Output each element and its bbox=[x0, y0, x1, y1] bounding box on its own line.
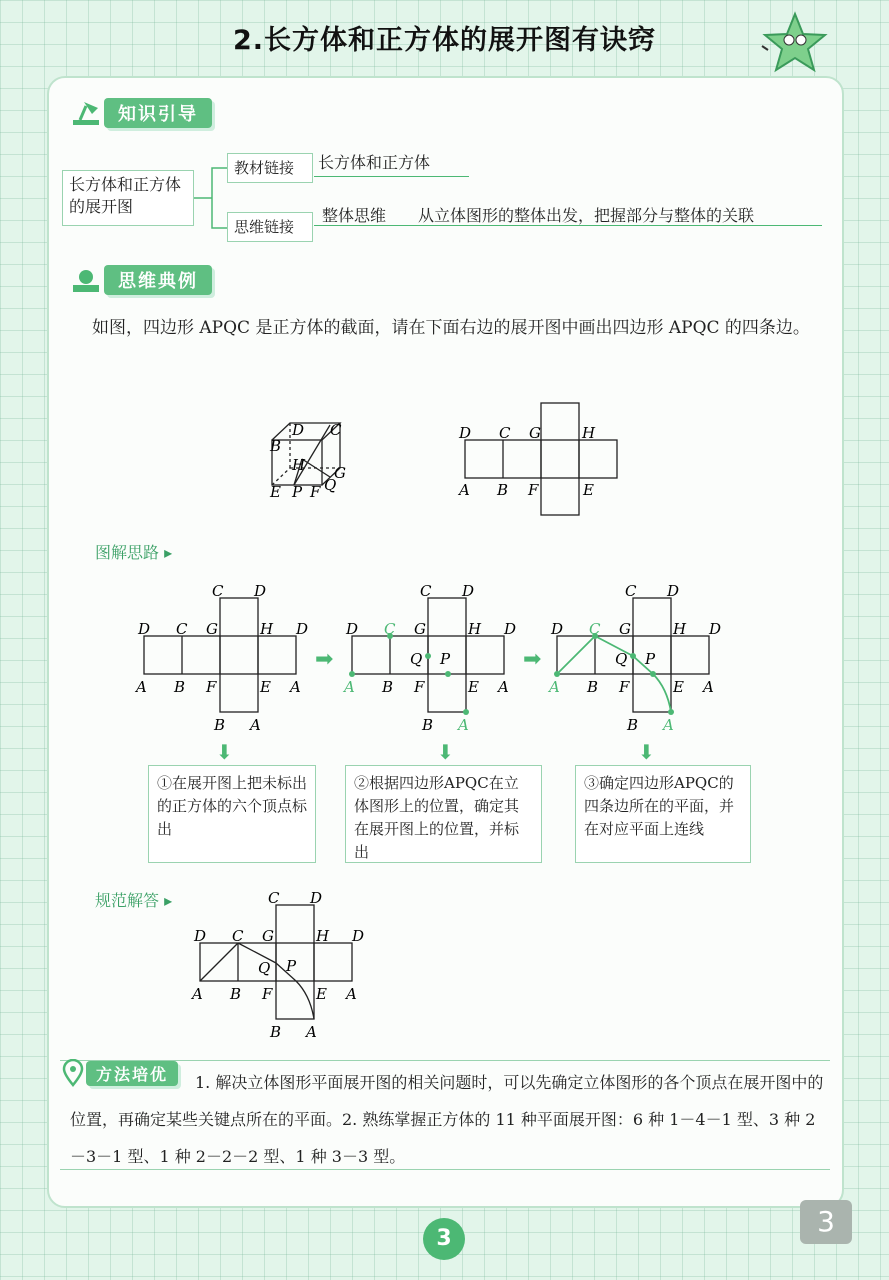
net-label: Q bbox=[258, 959, 271, 977]
net-label: G bbox=[529, 424, 541, 442]
net-label: B bbox=[230, 985, 242, 1003]
net-label: H bbox=[468, 620, 482, 638]
net-label: A bbox=[192, 985, 203, 1003]
arrow-down-icon: ⬇ bbox=[638, 740, 655, 764]
net-label: A bbox=[306, 1023, 317, 1041]
net-label: B bbox=[497, 481, 509, 499]
step2-box: ②根据四边形APQC在立体图形上的位置，确定其在展开图上的位置，并标出 bbox=[345, 765, 542, 863]
problem-text: 如图，四边形 APQC 是正方体的截面，请在下面右边的展开图中画出四边形 APQC 的四条边。 bbox=[92, 318, 810, 338]
net-label: A bbox=[549, 678, 560, 696]
example-header bbox=[70, 265, 212, 295]
branch2-head: 整体思维 bbox=[322, 206, 387, 225]
diagram-idea-text: 图解思路 bbox=[95, 543, 160, 562]
knowledge-title: 知识引导 bbox=[104, 98, 212, 128]
net-label: C bbox=[268, 889, 280, 907]
branch1-text: 长方体和正方体 bbox=[318, 153, 431, 172]
net-label: F bbox=[528, 481, 539, 499]
net-label: G bbox=[262, 927, 274, 945]
net-label: D bbox=[551, 620, 564, 638]
net-label: D bbox=[296, 620, 309, 638]
net-figure bbox=[452, 400, 627, 520]
net-label: B bbox=[174, 678, 186, 696]
cube-label: C bbox=[330, 421, 342, 439]
cube-label: H bbox=[292, 456, 306, 474]
step3-net bbox=[543, 578, 733, 738]
net-label: D bbox=[194, 927, 207, 945]
cube-label: P bbox=[292, 483, 303, 501]
net-label: D bbox=[709, 620, 722, 638]
net-label: D bbox=[504, 620, 517, 638]
standard-answer-text: 规范解答 bbox=[95, 891, 160, 910]
cube-label: D bbox=[292, 421, 305, 439]
lamp-icon bbox=[70, 98, 104, 128]
net-label: C bbox=[384, 620, 396, 638]
net-label: D bbox=[310, 889, 323, 907]
page-title: 2.长方体和正方体的展开图有诀窍 bbox=[232, 25, 657, 56]
net-label: D bbox=[138, 620, 151, 638]
arrow-down-icon: ⬇ bbox=[437, 740, 454, 764]
mindmap-root: 长方体和正方体的展开图 bbox=[62, 170, 194, 226]
net-label: H bbox=[582, 424, 596, 442]
net-label: B bbox=[587, 678, 599, 696]
diagram-idea-label: 图解思路 ▸ bbox=[95, 543, 173, 562]
net-label: C bbox=[420, 582, 432, 600]
net-label: E bbox=[468, 678, 479, 696]
standard-answer-label: 规范解答 ▸ bbox=[95, 891, 173, 910]
step1-net bbox=[130, 578, 320, 738]
net-label: P bbox=[440, 650, 451, 668]
net-label: D bbox=[346, 620, 359, 638]
net-label: A bbox=[703, 678, 714, 696]
net-label: A bbox=[346, 985, 357, 1003]
net-label: F bbox=[206, 678, 217, 696]
net-label: F bbox=[619, 678, 630, 696]
net-label: H bbox=[260, 620, 274, 638]
net-label: B bbox=[422, 716, 434, 734]
step2-net bbox=[338, 578, 528, 738]
arrow-right-icon: ➡ bbox=[523, 647, 542, 672]
net-label: C bbox=[625, 582, 637, 600]
net-label: C bbox=[212, 582, 224, 600]
method-title: 方法培优 bbox=[86, 1061, 178, 1086]
net-label: G bbox=[619, 620, 631, 638]
corner-page-number: 3 bbox=[800, 1200, 852, 1244]
star-mascot-icon bbox=[760, 10, 830, 80]
branch1-line bbox=[314, 176, 469, 177]
net-label: Q bbox=[615, 650, 628, 668]
net-label: A bbox=[459, 481, 470, 499]
cube-label: B bbox=[270, 437, 282, 455]
net-label: E bbox=[316, 985, 327, 1003]
net-label: A bbox=[498, 678, 509, 696]
net-label: B bbox=[270, 1023, 282, 1041]
net-label: D bbox=[254, 582, 267, 600]
net-label: E bbox=[673, 678, 684, 696]
net-label: A bbox=[458, 716, 469, 734]
net-label: D bbox=[462, 582, 475, 600]
net-label: A bbox=[663, 716, 674, 734]
cube-label: E bbox=[270, 483, 281, 501]
net-label: H bbox=[673, 620, 687, 638]
branch1-label: 教材链接 bbox=[227, 153, 313, 183]
net-label: A bbox=[344, 678, 355, 696]
net-label: G bbox=[414, 620, 426, 638]
step3-box: ③确定四边形APQC的四条边所在的平面，并在对应平面上连线 bbox=[575, 765, 751, 863]
net-label: P bbox=[286, 957, 297, 975]
net-label: Q bbox=[410, 650, 423, 668]
cube-label: F bbox=[310, 483, 321, 501]
net-label: C bbox=[232, 927, 244, 945]
step1-box: ①在展开图上把未标出的正方体的六个顶点标出 bbox=[148, 765, 316, 863]
net-label: E bbox=[260, 678, 271, 696]
net-label: A bbox=[136, 678, 147, 696]
net-label: C bbox=[176, 620, 188, 638]
net-label: C bbox=[499, 424, 511, 442]
cube-label: Q bbox=[324, 476, 337, 494]
net-label: H bbox=[316, 927, 330, 945]
net-label: B bbox=[627, 716, 639, 734]
answer-net bbox=[186, 885, 376, 1045]
net-label: A bbox=[290, 678, 301, 696]
net-label: B bbox=[382, 678, 394, 696]
page-number: 3 bbox=[423, 1218, 465, 1260]
net-label: P bbox=[645, 650, 656, 668]
net-label: A bbox=[250, 716, 261, 734]
net-label: F bbox=[262, 985, 273, 1003]
branch2-text: 从立体图形的整体出发，把握部分与整体的关联 bbox=[418, 206, 755, 225]
cube-figure bbox=[262, 415, 362, 505]
net-label: G bbox=[206, 620, 218, 638]
net-label: B bbox=[214, 716, 226, 734]
arrow-down-icon: ⬇ bbox=[216, 740, 233, 764]
example-title: 思维典例 bbox=[104, 265, 212, 295]
knowledge-header bbox=[70, 98, 212, 128]
arrow-right-icon: ➡ bbox=[315, 647, 334, 672]
net-label: D bbox=[352, 927, 365, 945]
net-label: F bbox=[414, 678, 425, 696]
net-label: C bbox=[589, 620, 601, 638]
branch2-line bbox=[314, 225, 822, 226]
method-text: 1. 解决立体图形平面展开图的相关问题时，可以先确定立体图形的各个顶点在展开图中的位置，再确定某些关键点所在的平面。2. 熟练掌握正方体的 11 种平面展开图：6 种 1－4－1 型、3 种 2－3－1 型、1 种 2－2－2 型、1 种 3－3 型。 bbox=[70, 1073, 824, 1166]
net-label: D bbox=[667, 582, 680, 600]
cube-label: G bbox=[334, 464, 346, 482]
net-label: E bbox=[583, 481, 594, 499]
branch2-label: 思维链接 bbox=[227, 212, 313, 242]
net-label: D bbox=[459, 424, 472, 442]
apple-book-icon bbox=[70, 265, 104, 295]
